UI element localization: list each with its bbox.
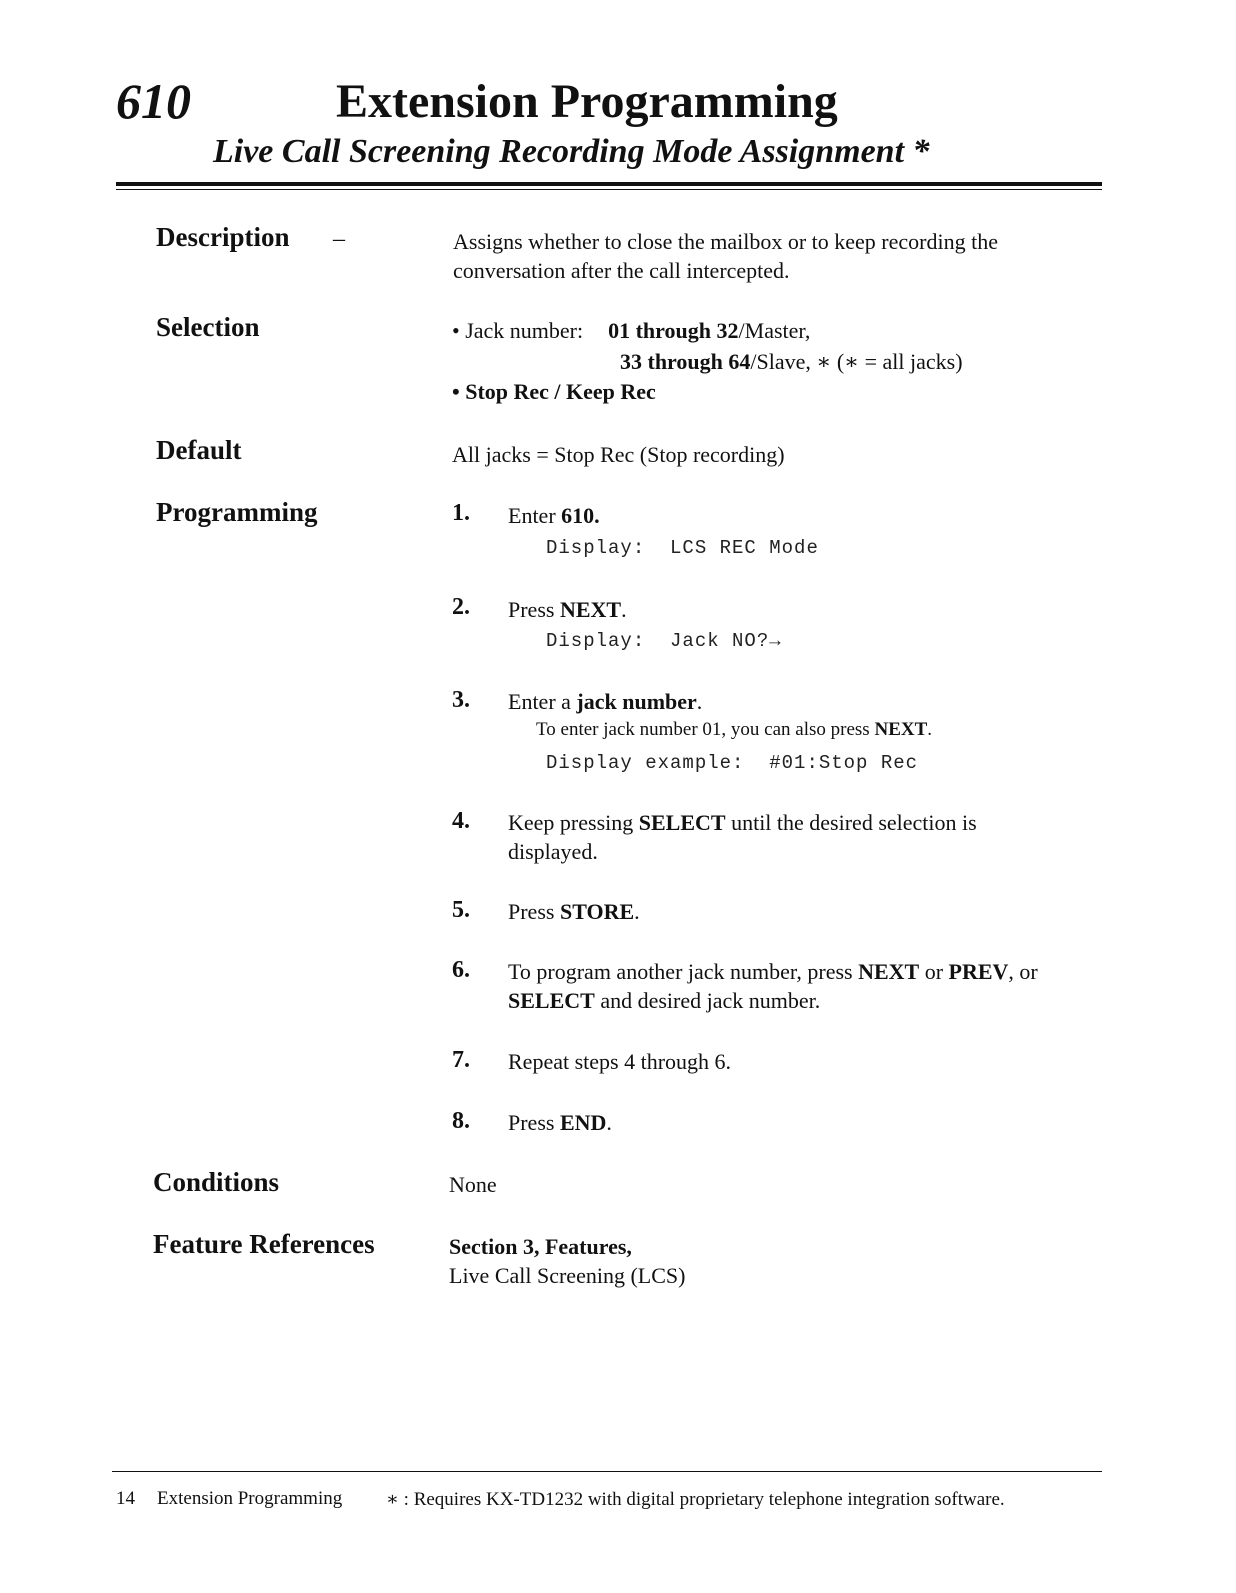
footer-section: Extension Programming (157, 1488, 343, 1509)
footer-note: ∗ : Requires KX-TD1232 with digital proprietary telephone integration software. (386, 1489, 1005, 1510)
description-dash: – (333, 226, 345, 252)
step-7-number: 7. (452, 1047, 470, 1073)
step-1-display: Display: LCS REC Mode (546, 537, 819, 559)
jack-range-slave: 33 through 64 (620, 349, 751, 374)
step-6-text: To program another jack number, press NEXT or PREV, or SELECT and desired jack number. (508, 959, 1038, 1013)
jack-range-master: 01 through 32 (608, 318, 739, 343)
default-label: Default (156, 435, 242, 465)
step-8-number: 8. (452, 1108, 470, 1134)
selection-slave-line (620, 347, 963, 376)
selection-option: • Stop Rec / Keep Rec (452, 379, 656, 404)
jack-range-master-suffix: /Master, (738, 318, 811, 343)
feature-references-text (449, 1232, 685, 1290)
step-1-text: Enter 610. (508, 503, 600, 528)
step-3-display: Display example: #01:Stop Rec (546, 752, 919, 774)
description-label: Description (156, 222, 290, 252)
step-6-number: 6. (452, 957, 470, 983)
footer-rule (112, 1471, 1102, 1472)
page-title: Extension Programming (336, 75, 838, 128)
feature-ref-item: Live Call Screening (LCS) (449, 1263, 686, 1288)
header-rule-thin (116, 189, 1102, 190)
step-8-text: Press END. (508, 1110, 612, 1135)
step-7-text: Repeat steps 4 through 6. (508, 1049, 732, 1074)
step-2-display: Display: Jack NO?→ (546, 630, 782, 652)
step-3-number: 3. (452, 687, 470, 713)
default-value: All jacks = Stop Rec (Stop recording) (452, 442, 785, 467)
conditions-label: Conditions (153, 1167, 280, 1197)
step-2-number: 2. (452, 594, 470, 620)
description-line-2: conversation after the call intercepted. (453, 258, 790, 283)
step-5-number: 5. (452, 897, 470, 923)
step-2-text: Press NEXT. (508, 597, 627, 622)
step-4-text: Keep pressing SELECT until the desired selection is displayed. (508, 810, 977, 864)
header-rule-thick (116, 182, 1102, 186)
step-5-text: Press STORE. (508, 899, 640, 924)
step-1-number: 1. (452, 500, 470, 526)
description-text (453, 227, 998, 285)
conditions-value: None (449, 1172, 497, 1197)
feature-references-label: Feature References (153, 1229, 375, 1259)
step-3-text: Enter a jack number. (508, 689, 703, 714)
selection-jack-line (452, 316, 810, 345)
jack-prefix: • Jack number: (452, 318, 584, 343)
feature-ref-section: Section 3, Features, (449, 1234, 632, 1259)
description-line-1: Assigns whether to close the mailbox or to keep recording the (453, 229, 998, 254)
jack-range-slave-suffix: /Slave, ∗ (∗ = all jacks) (750, 349, 963, 374)
programming-label: Programming (156, 497, 318, 527)
selection-label: Selection (156, 312, 260, 342)
footer-page-number: 14 (116, 1488, 135, 1509)
program-number: 610 (116, 73, 191, 129)
page-subtitle: Live Call Screening Recording Mode Assignment * (213, 133, 930, 170)
step-4-number: 4. (452, 808, 470, 834)
step-3-note: To enter jack number 01, you can also press NEXT. (536, 719, 933, 740)
